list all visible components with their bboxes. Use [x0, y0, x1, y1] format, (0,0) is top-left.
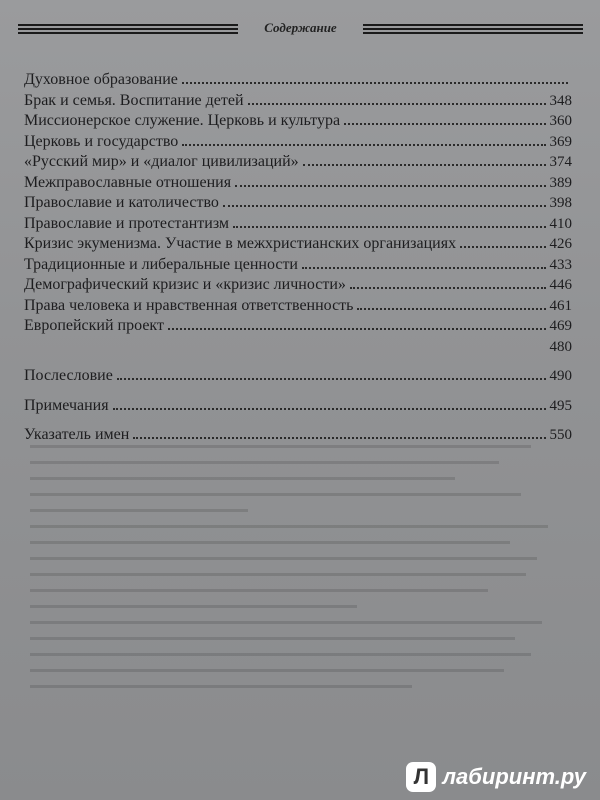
toc-page: 389 — [549, 174, 572, 191]
toc-title: Кризис экуменизма. Участие в межхристианских организациях — [24, 235, 457, 252]
toc-page: 480 — [549, 338, 572, 355]
toc-page: 360 — [549, 113, 572, 129]
toc-entry — [24, 173, 572, 194]
toc-leader — [168, 316, 546, 330]
toc-entry — [24, 132, 572, 153]
toc-page: 495 — [549, 397, 572, 414]
toc-title: Традиционные и либеральные ценности — [24, 255, 298, 273]
toc-leader — [117, 366, 546, 380]
toc-entry — [24, 193, 572, 214]
header-rule-right — [363, 24, 583, 38]
toc-page: 469 — [549, 318, 572, 334]
toc-entry — [24, 70, 572, 91]
toc-leader — [182, 70, 568, 84]
toc-leader — [233, 214, 545, 228]
toc-title: Миссионерское служение. Церковь и культура — [24, 112, 341, 129]
toc-leader — [223, 193, 546, 207]
toc-entry — [24, 275, 572, 296]
toc-leader — [182, 132, 545, 146]
toc-page: 433 — [549, 256, 572, 273]
toc-entry — [24, 214, 572, 235]
toc-entry — [24, 296, 572, 317]
toc-entry — [24, 234, 572, 255]
toc-leader — [460, 234, 545, 248]
toc-title: Межправославные отношения — [24, 173, 232, 191]
toc-entry — [24, 337, 572, 358]
toc-title: Духовное образование — [24, 71, 178, 88]
page-header — [18, 18, 583, 46]
toc-page: 446 — [549, 277, 572, 293]
toc-leader — [133, 425, 545, 439]
toc-entry — [24, 396, 572, 417]
toc-leader — [113, 396, 546, 410]
toc-leader — [302, 255, 546, 269]
table-of-contents — [24, 70, 572, 446]
toc-leader — [248, 91, 546, 105]
toc-entry — [24, 316, 572, 337]
toc-page: 374 — [549, 154, 572, 170]
toc-page: 426 — [549, 236, 572, 252]
toc-page: 550 — [549, 427, 572, 443]
header-title: Содержание — [264, 20, 337, 35]
toc-page: 398 — [549, 195, 572, 211]
toc-page: 369 — [549, 133, 572, 150]
toc-title: Православие и протестантизм — [24, 214, 230, 232]
labirint-logo-icon: Л — [406, 762, 436, 792]
toc-entry — [24, 91, 572, 112]
toc-entry — [24, 255, 572, 276]
toc-title: Церковь и государство — [24, 132, 179, 150]
toc-entry — [24, 152, 572, 173]
bleed-through-text — [30, 445, 575, 775]
toc-title: Православие и католичество — [24, 194, 219, 211]
toc-entry — [24, 111, 572, 132]
toc-leader — [28, 337, 546, 351]
toc-title: Европейский проект — [24, 317, 164, 334]
toc-leader — [357, 296, 545, 310]
toc-title: Демографический кризис и «кризис личности» — [24, 276, 346, 293]
toc-title: Послесловие — [24, 367, 113, 384]
toc-leader — [350, 275, 546, 289]
toc-page: 348 — [549, 92, 572, 109]
toc-leader — [344, 111, 545, 125]
toc-leader — [303, 152, 546, 166]
toc-page: 490 — [549, 368, 572, 384]
toc-title: Указатель имен — [24, 426, 130, 443]
watermark-text: лабиринт.ру — [442, 764, 586, 789]
toc-entry — [24, 425, 572, 446]
watermark — [406, 760, 586, 794]
toc-page: 461 — [549, 297, 572, 314]
toc-title: «Русский мир» и «диалог цивилизаций» — [24, 153, 299, 170]
toc-title: Права человека и нравственная ответственность — [24, 296, 354, 314]
toc-title: Примечания — [24, 396, 109, 414]
toc-entry — [24, 366, 572, 387]
toc-leader — [235, 173, 545, 187]
toc-page: 410 — [549, 215, 572, 232]
toc-title: Брак и семья. Воспитание детей — [24, 91, 244, 109]
